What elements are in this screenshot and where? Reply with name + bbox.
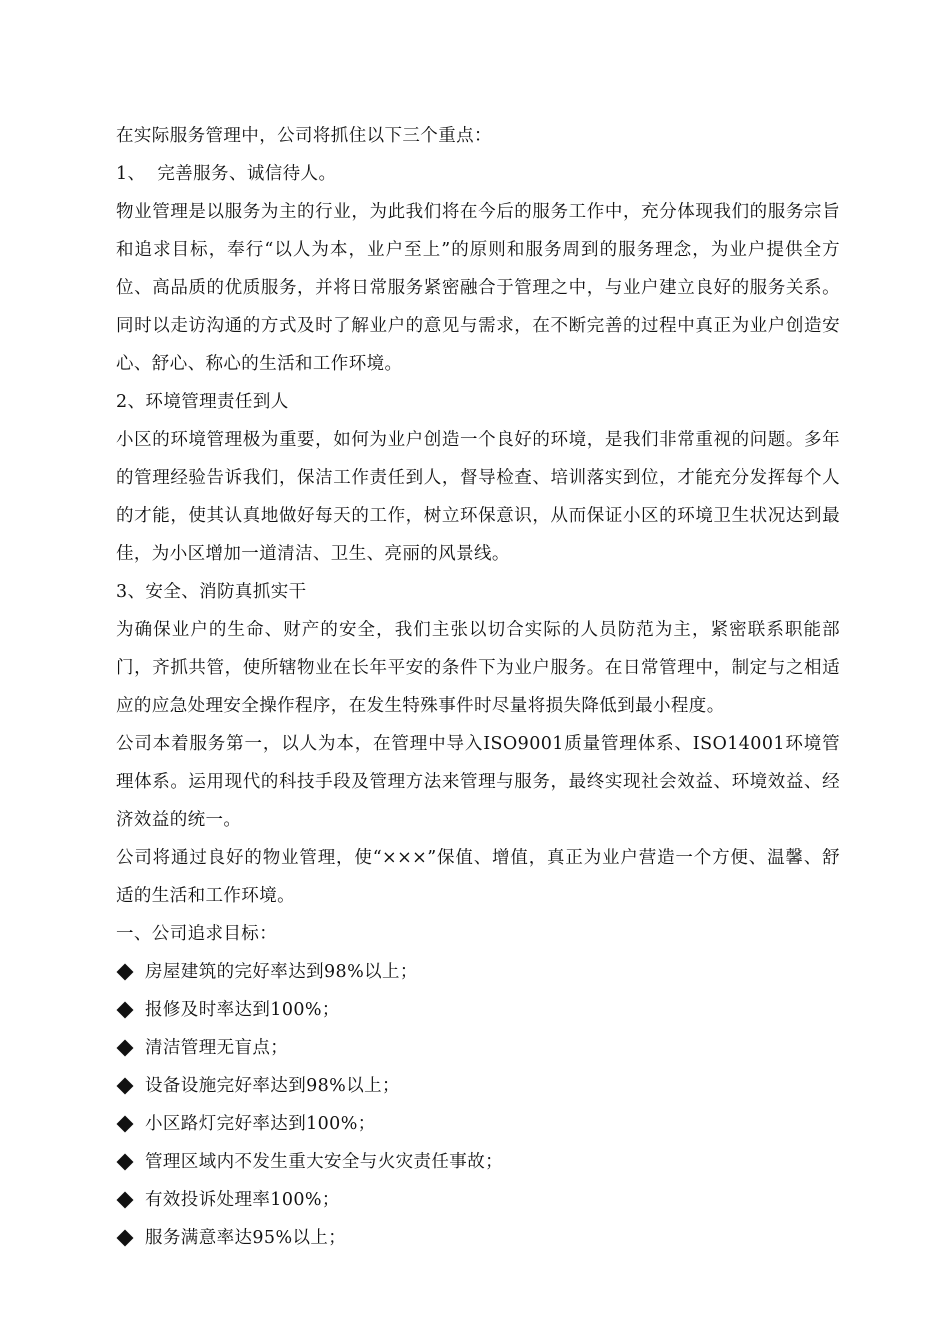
- intro-paragraph: 在实际服务管理中，公司将抓住以下三个重点：: [116, 126, 492, 146]
- diamond-bullet-icon: [117, 1040, 134, 1057]
- list-item: [116, 1181, 840, 1219]
- target-text: 清洁管理无盲点；: [145, 1038, 289, 1058]
- diamond-bullet-icon: [117, 1002, 134, 1019]
- target-text: 有效投诉处理率100%；: [145, 1190, 340, 1210]
- target-text: 管理区域内不发生重大安全与火灾责任事故；: [145, 1152, 503, 1172]
- target-text: 房屋建筑的完好率达到98%以上；: [145, 962, 418, 982]
- diamond-bullet-icon: [117, 1192, 134, 1209]
- document-page: [116, 117, 840, 1257]
- target-text: 服务满意率达95%以上；: [145, 1228, 347, 1248]
- goal-paragraph: 公司将通过良好的物业管理，使“×××”保值、增值，真正为业户营造一个方便、温馨、舒适的生活和工作环境。: [116, 848, 840, 906]
- list-item: [116, 1029, 840, 1067]
- diamond-bullet-icon: [117, 1078, 134, 1095]
- target-text: 报修及时率达到100%；: [145, 1000, 340, 1020]
- diamond-bullet-icon: [117, 1230, 134, 1247]
- diamond-bullet-icon: [117, 964, 134, 981]
- section1-title: 1、 完善服务、诚信待人。: [116, 164, 337, 184]
- target-text: 设备设施完好率达到98%以上；: [145, 1076, 400, 1096]
- section2-title: 2、环境管理责任到人: [116, 392, 289, 412]
- diamond-bullet-icon: [117, 1116, 134, 1133]
- section1-body: 物业管理是以服务为主的行业，为此我们将在今后的服务工作中，充分体现我们的服务宗旨和追求目标，奉行“以人为本，业户至上”的原则和服务周到的服务理念，为业户提供全方位、高品质的优质服务，并将日常服务紧密融合于管理之中，与业户建立良好的服务关系。同时以走访沟通的方式及时了解业户的意见与需求，在不断完善的过程中真正为业户创造安心、舒心、称心的生活和工作环境。: [116, 202, 840, 374]
- diamond-bullet-icon: [117, 1154, 134, 1171]
- targets-list: [116, 953, 840, 1257]
- targets-title: 一、公司追求目标：: [116, 924, 278, 944]
- iso-paragraph: 公司本着服务第一，以人为本，在管理中导入ISO9001质量管理体系、ISO14001环境管理体系。运用现代的科技手段及管理方法来管理与服务，最终实现社会效益、环境效益、经济效益的统一。: [116, 734, 840, 830]
- target-text: 小区路灯完好率达到100%；: [145, 1114, 376, 1134]
- list-item: [116, 991, 840, 1029]
- list-item: [116, 1143, 840, 1181]
- list-item: [116, 1219, 840, 1257]
- list-item: [116, 1105, 840, 1143]
- section2-body: 小区的环境管理极为重要，如何为业户创造一个良好的环境，是我们非常重视的问题。多年的管理经验告诉我们，保洁工作责任到人，督导检查、培训落实到位，才能充分发挥每个人的才能，使其认真地做好每天的工作，树立环保意识，从而保证小区的环境卫生状况达到最佳，为小区增加一道清洁、卫生、亮丽的风景线。: [116, 430, 840, 564]
- section3-body: 为确保业户的生命、财产的安全，我们主张以切合实际的人员防范为主，紧密联系职能部门，齐抓共管，使所辖物业在长年平安的条件下为业户服务。在日常管理中，制定与之相适应的应急处理安全操作程序，在发生特殊事件时尽量将损失降低到最小程度。: [116, 620, 840, 716]
- section3-title: 3、安全、消防真抓实干: [116, 582, 307, 602]
- list-item: [116, 1067, 840, 1105]
- list-item: [116, 953, 840, 991]
